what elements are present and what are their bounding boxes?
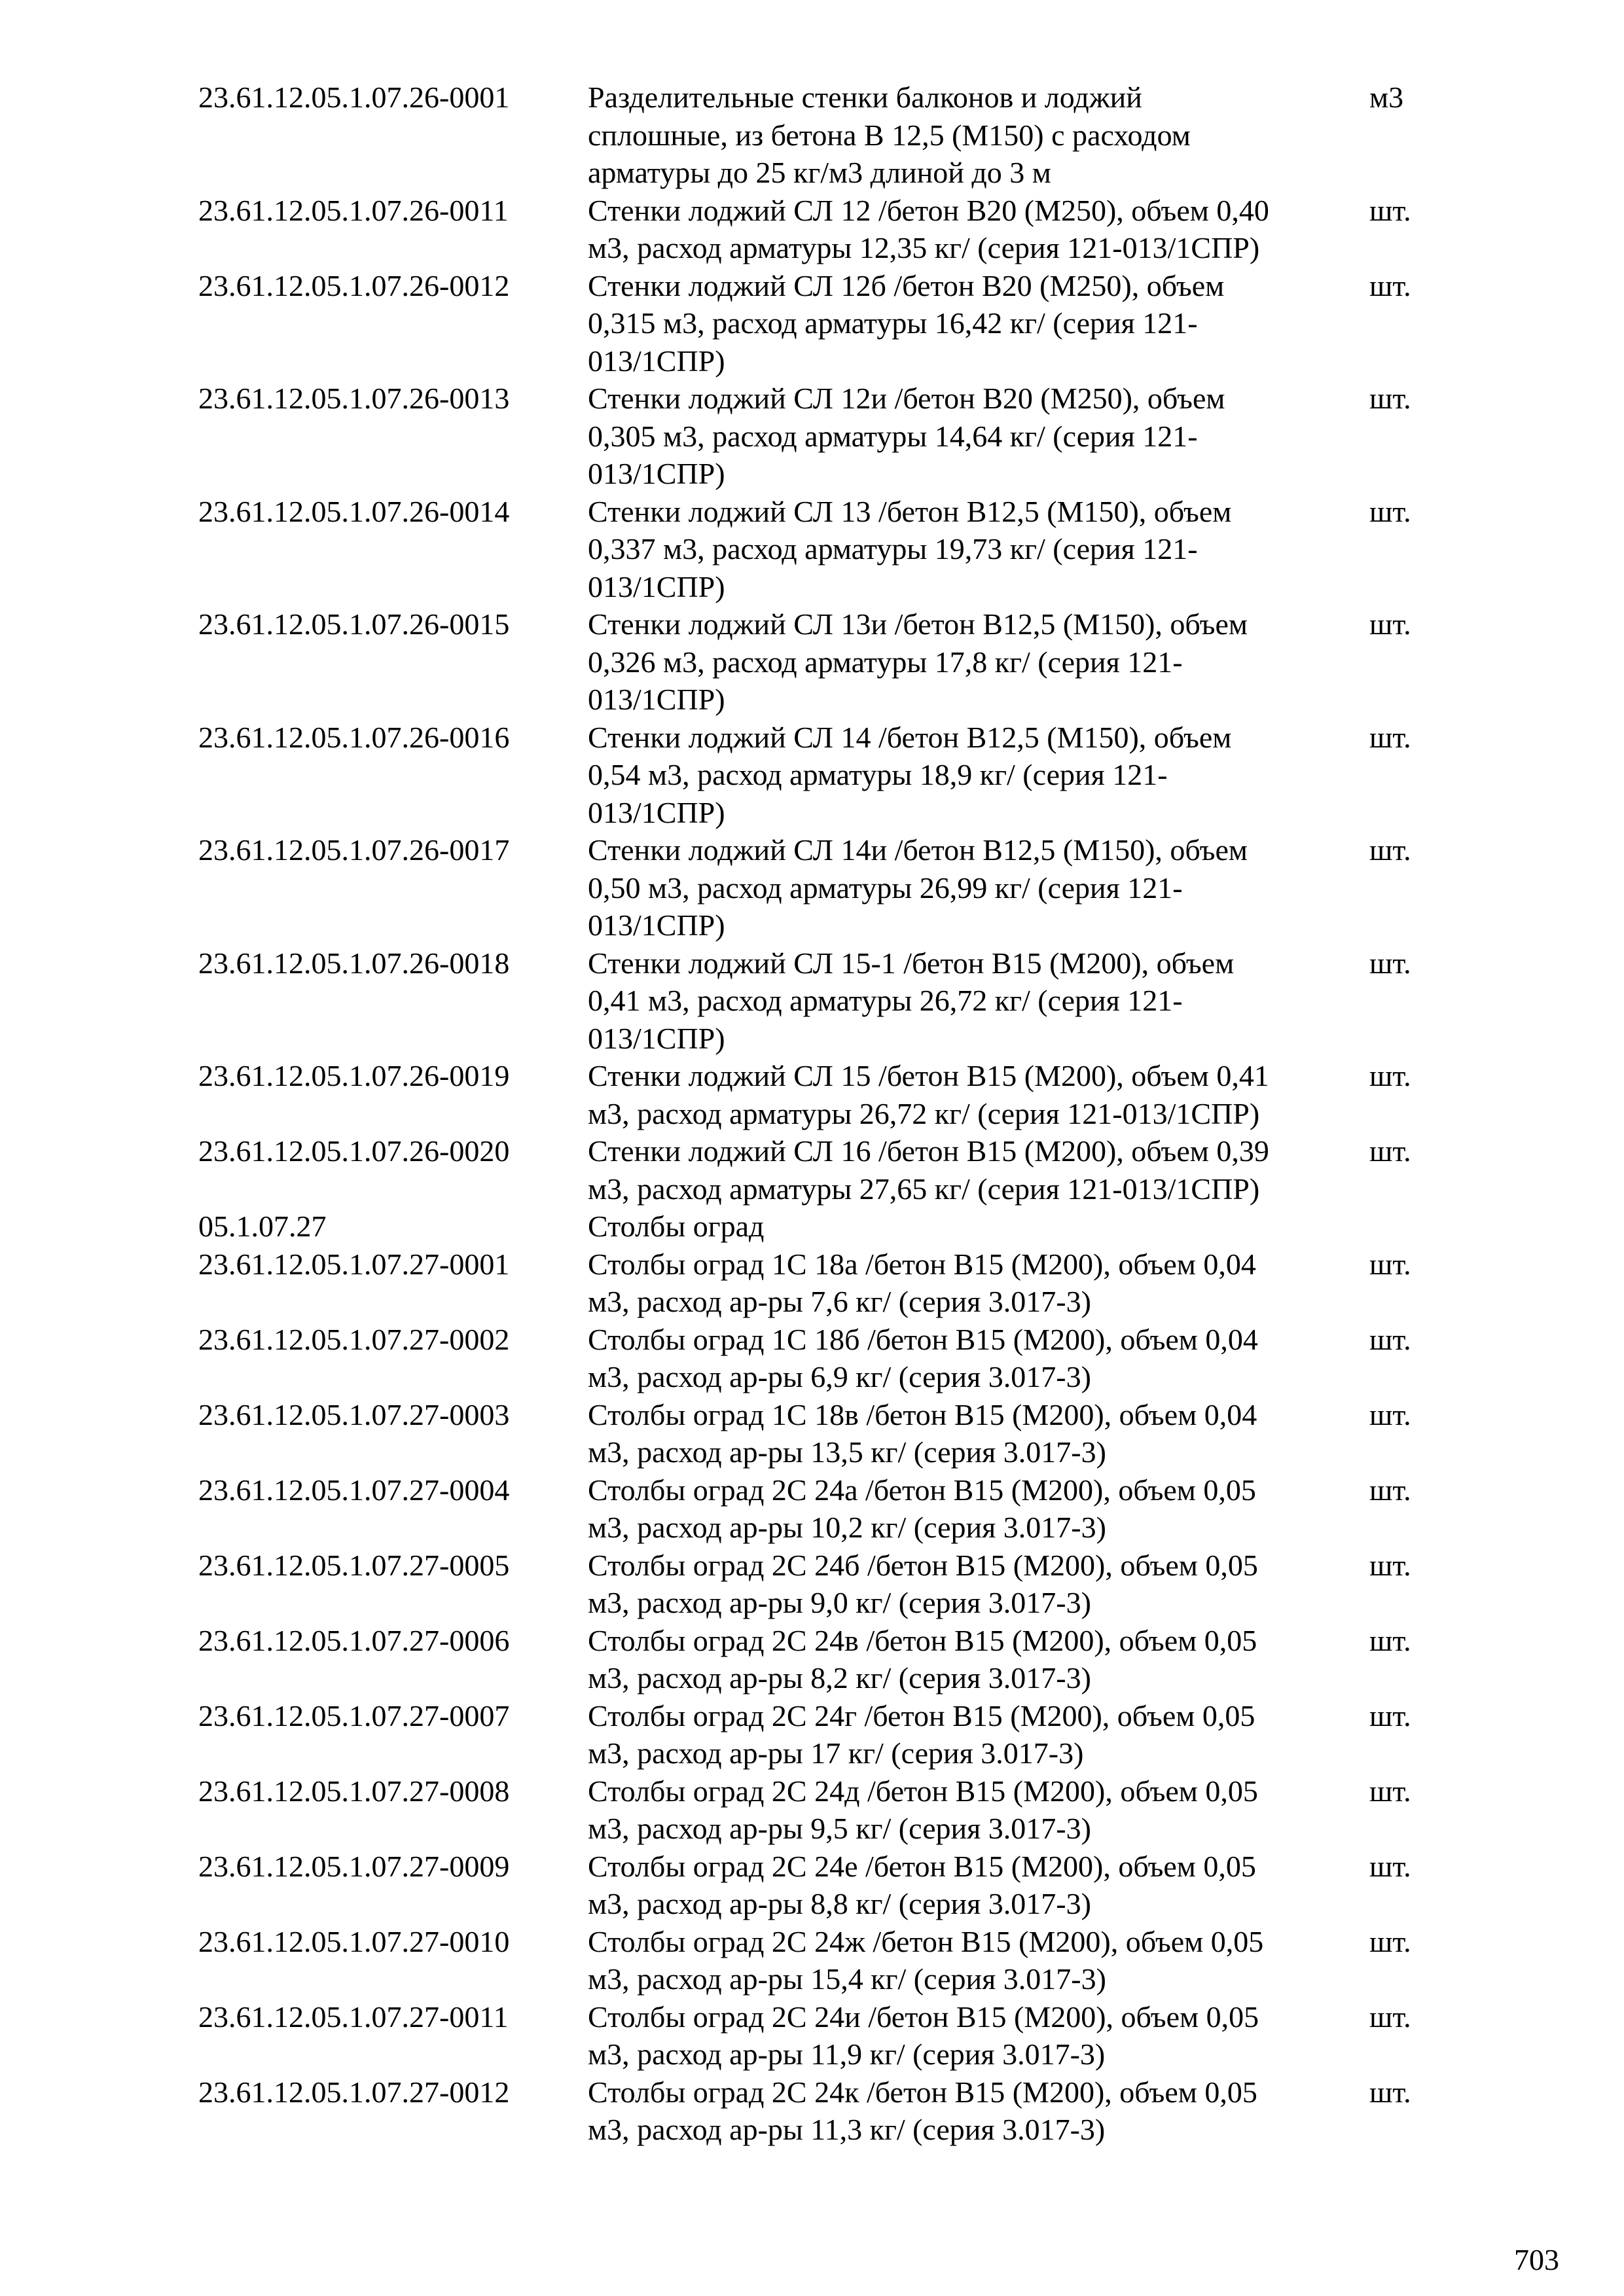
row-name-line: Стенки лоджий СЛ 15-1 /бетон В15 (М200), объем	[588, 946, 1235, 980]
row-name-line: Столбы оград 2С 24к /бетон В15 (М200), объем 0,05	[588, 2075, 1257, 2109]
row-name-line: м3, расход ар-ры 17 кг/ (серия 3.017-3)	[588, 1736, 1084, 1770]
row-name-line: м3, расход ар-ры 9,0 кг/ (серия 3.017-3)	[588, 1586, 1091, 1619]
table-row	[198, 1772, 1442, 1848]
row-name-line: Стенки лоджий СЛ 16 /бетон В15 (М200), объем 0,39	[588, 1134, 1269, 1168]
row-name	[588, 493, 1369, 606]
row-unit: шт.	[1369, 1059, 1411, 1092]
row-name-line: м3, расход арматуры 12,35 кг/ (серия 121-013/1СПР)	[588, 231, 1260, 264]
row-name-line: 0,326 м3, расход арматуры 17,8 кг/ (серия 121-	[588, 645, 1183, 679]
row-code: 23.61.12.05.1.07.26-0016	[198, 720, 510, 754]
row-name	[588, 192, 1369, 267]
row-code: 23.61.12.05.1.07.26-0011	[198, 193, 509, 227]
table-row	[198, 1697, 1442, 1772]
row-name-line: м3, расход ар-ры 11,9 кг/ (серия 3.017-3)	[588, 2037, 1106, 2071]
row-name	[588, 1246, 1369, 1321]
row-name-line: Столбы оград	[588, 1210, 765, 1243]
row-name-line: 013/1СПР)	[588, 344, 725, 378]
row-name	[588, 1132, 1369, 1208]
row-name-line: Столбы оград 2С 24б /бетон В15 (М200), объем 0,05	[588, 1548, 1258, 1582]
row-name-line: Стенки лоджий СЛ 12и /бетон В20 (М250), объем	[588, 382, 1225, 415]
row-code: 23.61.12.05.1.07.27-0001	[198, 1247, 510, 1281]
row-name	[588, 1208, 1369, 1246]
row-name-line: Стенки лоджий СЛ 13и /бетон В12,5 (М150), объем	[588, 607, 1248, 641]
row-name-line: м3, расход арматуры 26,72 кг/ (серия 121-013/1СПР)	[588, 1096, 1260, 1130]
table-row	[198, 192, 1442, 267]
row-name	[588, 1697, 1369, 1772]
table-row	[198, 831, 1442, 944]
row-code: 23.61.12.05.1.07.26-0012	[198, 268, 510, 302]
row-name	[588, 719, 1369, 832]
row-name-line: Стенки лоджий СЛ 14и /бетон В12,5 (М150), объем	[588, 833, 1248, 867]
table-row	[198, 1471, 1442, 1547]
row-code: 23.61.12.05.1.07.26-0017	[198, 833, 510, 867]
row-code: 23.61.12.05.1.07.26-0001	[198, 81, 510, 114]
row-unit: шт.	[1369, 268, 1411, 302]
row-unit: шт.	[1369, 382, 1411, 415]
row-name-line: арматуры до 25 кг/м3 длиной до 3 м	[588, 156, 1051, 189]
table-row	[198, 79, 1442, 192]
row-unit: шт.	[1369, 2000, 1411, 2034]
table-row	[198, 1208, 1442, 1246]
row-name-line: м3, расход ар-ры 10,2 кг/ (серия 3.017-3)	[588, 1511, 1106, 1544]
table-row	[198, 944, 1442, 1058]
table-row	[198, 1057, 1442, 1132]
row-unit: шт.	[1369, 494, 1411, 528]
row-name-line: Столбы оград 2С 24ж /бетон В15 (М200), объем 0,05	[588, 1924, 1264, 1958]
row-name	[588, 380, 1369, 493]
row-code: 23.61.12.05.1.07.27-0012	[198, 2075, 510, 2109]
row-code: 23.61.12.05.1.07.26-0014	[198, 494, 510, 528]
row-name-line: Стенки лоджий СЛ 13 /бетон В12,5 (М150), объем	[588, 494, 1232, 528]
table-row	[198, 719, 1442, 832]
row-unit: шт.	[1369, 1849, 1411, 1883]
row-unit: шт.	[1369, 1322, 1411, 1356]
row-name-line: Столбы оград 2С 24а /бетон В15 (М200), объем 0,05	[588, 1473, 1256, 1507]
row-name-line: м3, расход ар-ры 7,6 кг/ (серия 3.017-3)	[588, 1285, 1091, 1318]
table-row	[198, 493, 1442, 606]
row-unit: м3	[1369, 81, 1404, 114]
row-code: 23.61.12.05.1.07.27-0005	[198, 1548, 510, 1582]
table-row	[198, 1848, 1442, 1923]
row-name	[588, 1923, 1369, 1998]
row-name	[588, 1057, 1369, 1132]
row-code: 23.61.12.05.1.07.26-0015	[198, 607, 510, 641]
row-name-line: м3, расход арматуры 27,65 кг/ (серия 121-013/1СПР)	[588, 1172, 1260, 1206]
row-unit: шт.	[1369, 1698, 1411, 1732]
row-code: 05.1.07.27	[198, 1210, 327, 1243]
row-name-line: Столбы оград 2С 24е /бетон В15 (М200), объем 0,05	[588, 1849, 1256, 1883]
row-name-line: м3, расход ар-ры 9,5 кг/ (серия 3.017-3)	[588, 1812, 1091, 1845]
row-name-line: Стенки лоджий СЛ 12 /бетон В20 (М250), объем 0,40	[588, 193, 1269, 227]
row-name	[588, 267, 1369, 380]
row-name-line: 013/1СПР)	[588, 795, 725, 829]
row-name	[588, 944, 1369, 1058]
table-row	[198, 1547, 1442, 1622]
table-row	[198, 1246, 1442, 1321]
row-unit: шт.	[1369, 1247, 1411, 1281]
row-name	[588, 79, 1369, 192]
row-name-line: Столбы оград 2С 24в /бетон В15 (М200), объем 0,05	[588, 1623, 1257, 1657]
row-name-line: 013/1СПР)	[588, 569, 725, 603]
row-unit: шт.	[1369, 720, 1411, 754]
row-code: 23.61.12.05.1.07.27-0011	[198, 2000, 509, 2034]
row-name-line: 013/1СПР)	[588, 1021, 725, 1055]
page-number: 703	[1514, 2243, 1559, 2276]
row-name-line: 0,41 м3, расход арматуры 26,72 кг/ (серия 121-	[588, 984, 1183, 1017]
row-name-line: 013/1СПР)	[588, 457, 725, 490]
row-unit: шт.	[1369, 1473, 1411, 1507]
row-name	[588, 1396, 1369, 1471]
row-unit: шт.	[1369, 1134, 1411, 1168]
row-name-line: м3, расход ар-ры 13,5 кг/ (серия 3.017-3)	[588, 1435, 1106, 1469]
table-row	[198, 1622, 1442, 1697]
table-row	[198, 1396, 1442, 1471]
table-row	[198, 1998, 1442, 2073]
row-name-line: м3, расход ар-ры 15,4 кг/ (серия 3.017-3)	[588, 1962, 1106, 1996]
row-name	[588, 1772, 1369, 1848]
row-name-line: Столбы оград 2С 24д /бетон В15 (М200), объем 0,05	[588, 1774, 1258, 1808]
row-code: 23.61.12.05.1.07.26-0019	[198, 1059, 510, 1092]
row-unit: шт.	[1369, 1774, 1411, 1808]
row-name-line: 0,337 м3, расход арматуры 19,73 кг/ (серия 121-	[588, 532, 1198, 565]
row-name-line: м3, расход ар-ры 8,8 кг/ (серия 3.017-3)	[588, 1887, 1091, 1920]
row-name-line: 0,305 м3, расход арматуры 14,64 кг/ (серия 121-	[588, 419, 1198, 453]
row-code: 23.61.12.05.1.07.27-0010	[198, 1924, 510, 1958]
row-name-line: 0,50 м3, расход арматуры 26,99 кг/ (серия 121-	[588, 870, 1183, 905]
row-name-line: Стенки лоджий СЛ 15 /бетон В15 (М200), объем 0,41	[588, 1059, 1269, 1092]
row-unit: шт.	[1369, 946, 1411, 980]
row-name-line: м3, расход ар-ры 8,2 кг/ (серия 3.017-3)	[588, 1661, 1091, 1695]
row-name-line: Столбы оград 1С 18а /бетон В15 (М200), объем 0,04	[588, 1247, 1256, 1281]
row-unit: шт.	[1369, 833, 1411, 867]
row-unit: шт.	[1369, 1548, 1411, 1582]
row-name-line: м3, расход ар-ры 6,9 кг/ (серия 3.017-3)	[588, 1360, 1091, 1393]
row-name	[588, 1547, 1369, 1622]
row-name-line: сплошные, из бетона В 12,5 (М150) с расходом	[588, 118, 1191, 152]
table-row	[198, 2073, 1442, 2149]
row-name-line: Столбы оград 2С 24и /бетон В15 (М200), объем 0,05	[588, 2000, 1259, 2034]
table-row	[198, 267, 1442, 380]
row-name-line: Столбы оград 1С 18б /бетон В15 (М200), объем 0,04	[588, 1322, 1258, 1356]
row-name	[588, 1321, 1369, 1396]
row-unit: шт.	[1369, 607, 1411, 641]
row-unit: шт.	[1369, 2075, 1411, 2109]
row-code: 23.61.12.05.1.07.26-0013	[198, 382, 510, 415]
row-name-line: м3, расход ар-ры 11,3 кг/ (серия 3.017-3)	[588, 2113, 1106, 2146]
row-name	[588, 1622, 1369, 1697]
row-code: 23.61.12.05.1.07.27-0004	[198, 1473, 510, 1507]
table-row	[198, 605, 1442, 719]
row-code: 23.61.12.05.1.07.27-0006	[198, 1623, 510, 1657]
row-unit: шт.	[1369, 1924, 1411, 1958]
row-code: 23.61.12.05.1.07.27-0003	[198, 1397, 510, 1431]
row-name-line: Разделительные стенки балконов и лоджий	[588, 81, 1142, 114]
row-name-line: Столбы оград 2С 24г /бетон В15 (М200), объем 0,05	[588, 1698, 1255, 1732]
price-table	[198, 79, 1442, 2149]
row-name-line: Стенки лоджий СЛ 12б /бетон В20 (М250), объем	[588, 268, 1225, 302]
row-name-line: 0,54 м3, расход арматуры 18,9 кг/ (серия 121-	[588, 758, 1168, 791]
row-unit: шт.	[1369, 1623, 1411, 1657]
table-row	[198, 380, 1442, 493]
row-name-line: 013/1СПР)	[588, 908, 725, 942]
table-row	[198, 1321, 1442, 1396]
row-code: 23.61.12.05.1.07.27-0008	[198, 1774, 510, 1808]
row-code: 23.61.12.05.1.07.27-0002	[198, 1322, 510, 1356]
row-code: 23.61.12.05.1.07.27-0009	[198, 1849, 510, 1883]
row-name	[588, 605, 1369, 719]
row-name-line: 013/1СПР)	[588, 683, 725, 716]
row-name-line: Стенки лоджий СЛ 14 /бетон В12,5 (М150), объем	[588, 720, 1232, 754]
row-unit: шт.	[1369, 1397, 1411, 1431]
table-row	[198, 1923, 1442, 1998]
row-code: 23.61.12.05.1.07.26-0018	[198, 946, 510, 980]
row-code: 23.61.12.05.1.07.27-0007	[198, 1698, 510, 1732]
row-unit: шт.	[1369, 193, 1411, 227]
row-name	[588, 2073, 1369, 2149]
row-code: 23.61.12.05.1.07.26-0020	[198, 1134, 510, 1168]
row-name	[588, 1998, 1369, 2073]
row-name	[588, 1471, 1369, 1547]
row-name	[588, 1848, 1369, 1923]
table-row	[198, 1132, 1442, 1208]
row-name-line: Столбы оград 1С 18в /бетон В15 (М200), объем 0,04	[588, 1397, 1257, 1431]
row-name	[588, 831, 1369, 944]
row-name-line: 0,315 м3, расход арматуры 16,42 кг/ (серия 121-	[588, 306, 1198, 340]
